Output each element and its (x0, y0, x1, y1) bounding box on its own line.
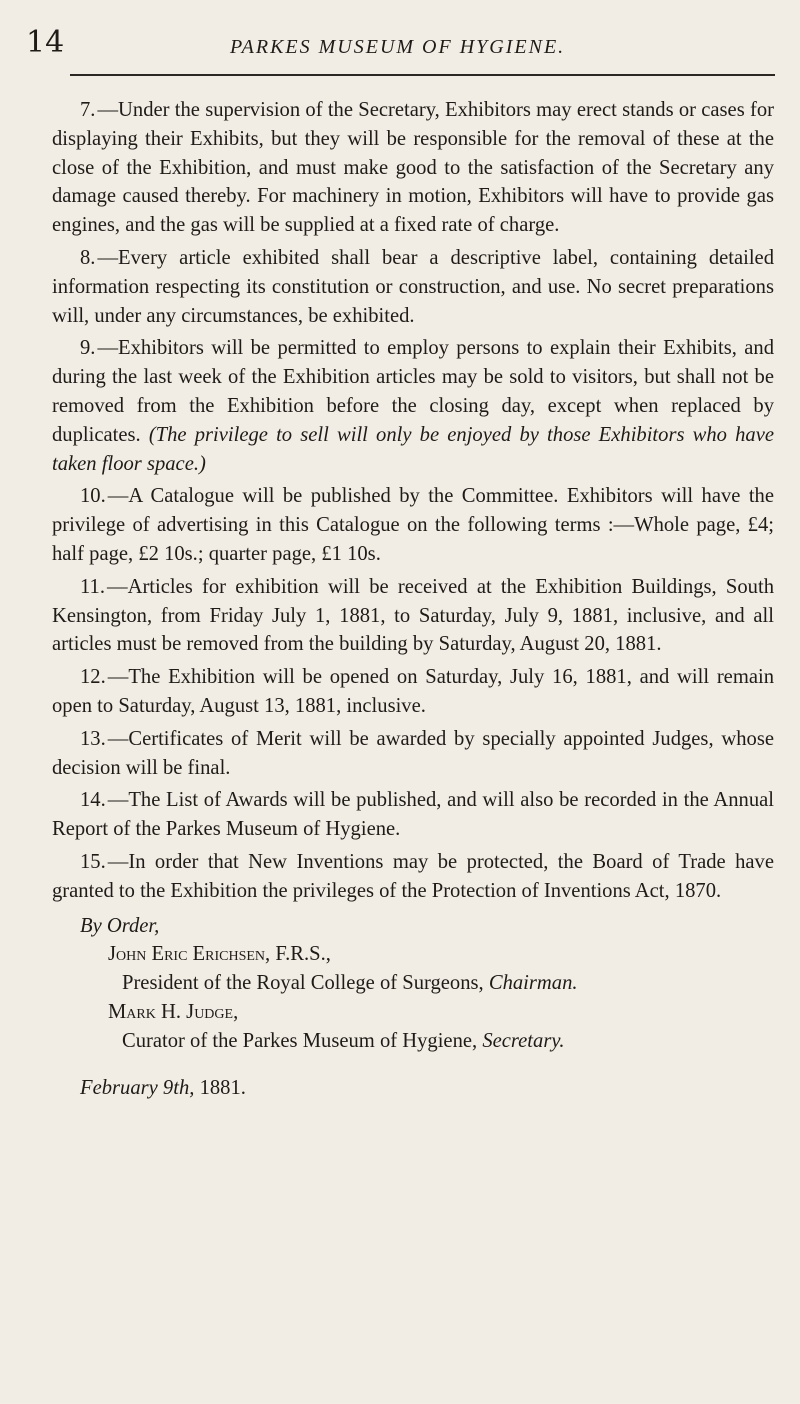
rule-text: —Articles for exhibition will be received at the Exhibition Buildings, South Kensington, from Friday July 1, 1881, to Saturday, July 9, 1881, inclusive, and all articles must be removed from the building by Saturday, August 20, 1881. (52, 575, 774, 656)
rule-number: 15. (80, 850, 106, 873)
rule-number: 8. (80, 246, 96, 269)
role-text: Curator of the Parkes Museum of Hygiene, (122, 1029, 478, 1052)
rule-number: 10. (80, 485, 106, 508)
rule-text: —A Catalogue will be published by the Committee. Exhibitors will have the privilege of advertising in this Catalogue on the following terms :—Whole page, £4; half page, £2 10s.; quarter page, £1 10s. (52, 485, 774, 565)
rule-paragraph-8 (52, 244, 774, 330)
rule-text: —The Exhibition will be opened on Saturday, July 16, 1881, and will remain open to Saturday, August 13, 1881, inclusive. (52, 666, 774, 717)
rule-paragraph-14 (52, 786, 774, 844)
role-title: Secretary. (482, 1029, 565, 1052)
rule-text: —Certificates of Merit will be awarded by specially appointed Judges, whose decision will be final. (52, 727, 774, 779)
rule-text: —Exhibitors will be permitted to employ persons to explain their Exhibits, and during the last week of the Exhibition articles may be sold to visitors, but shall not be removed from the Exhibition before the closing day, except when replaced by duplicates. (52, 337, 774, 446)
document-date (80, 1074, 774, 1103)
role-text: President of the Royal College of Surgeons, (122, 972, 484, 995)
running-title: PARKES MUSEUM OF HYGIENE. (230, 36, 566, 58)
header-rule (70, 74, 775, 76)
rule-text: —Under the supervision of the Secretary, Exhibitors may erect stands or cases for displaying their Exhibits, but they will be responsible for the removal of these at the close of the Exhibition, and must make good to the satisfaction of the Secretary any damage caused thereby. For machinery in motion, Exhibitors will have to provide gas engines, and the gas will be supplied at a fixed rate of charge. (52, 99, 774, 237)
body-text (52, 96, 774, 1102)
rule-number: 11. (80, 575, 105, 598)
rule-paragraph-12 (52, 663, 774, 721)
rule-number: 7. (80, 99, 96, 121)
rule-number: 13. (80, 727, 106, 750)
rule-paragraph-10 (52, 482, 774, 568)
page-number: 14 (26, 25, 65, 60)
role-title: Chairman. (488, 972, 578, 995)
signatory-role (122, 1027, 774, 1056)
rule-paragraph-11 (52, 573, 774, 659)
signatory-name: Mark H. Judge, (108, 1000, 239, 1023)
by-order: By Order, (80, 914, 160, 937)
rule-number: 14. (80, 789, 106, 812)
rule-paragraph-9 (52, 334, 774, 478)
rule-paragraph-7 (52, 96, 774, 240)
rule-note: (The privilege to sell will only be enjoyed by those Exhibitors who have taken floor space.) (52, 423, 774, 475)
signature-block (52, 912, 774, 1056)
rule-paragraph-15 (52, 848, 774, 906)
date-day: February 9th, (80, 1076, 195, 1099)
signatory-name: John Eric Erichsen, F.R.S., (108, 943, 331, 966)
rule-paragraph-13 (52, 725, 774, 783)
signatory-role (122, 969, 774, 998)
rule-text: —The List of Awards will be published, and will also be recorded in the Annual Report of the Parkes Museum of Hygiene. (52, 789, 774, 841)
rule-number: 9. (80, 337, 96, 360)
rule-text: —Every article exhibited shall bear a descriptive label, containing detailed information respecting its constitution or construction, and use. No secret preparations will, under any circumstances, be exhibited. (52, 246, 774, 327)
rule-text: —In order that New Inventions may be protected, the Board of Trade have granted to the Exhibition the privileges of the Protection of Inventions Act, 1870. (52, 850, 774, 902)
rule-number: 12. (80, 666, 106, 689)
date-year: 1881. (199, 1076, 246, 1099)
